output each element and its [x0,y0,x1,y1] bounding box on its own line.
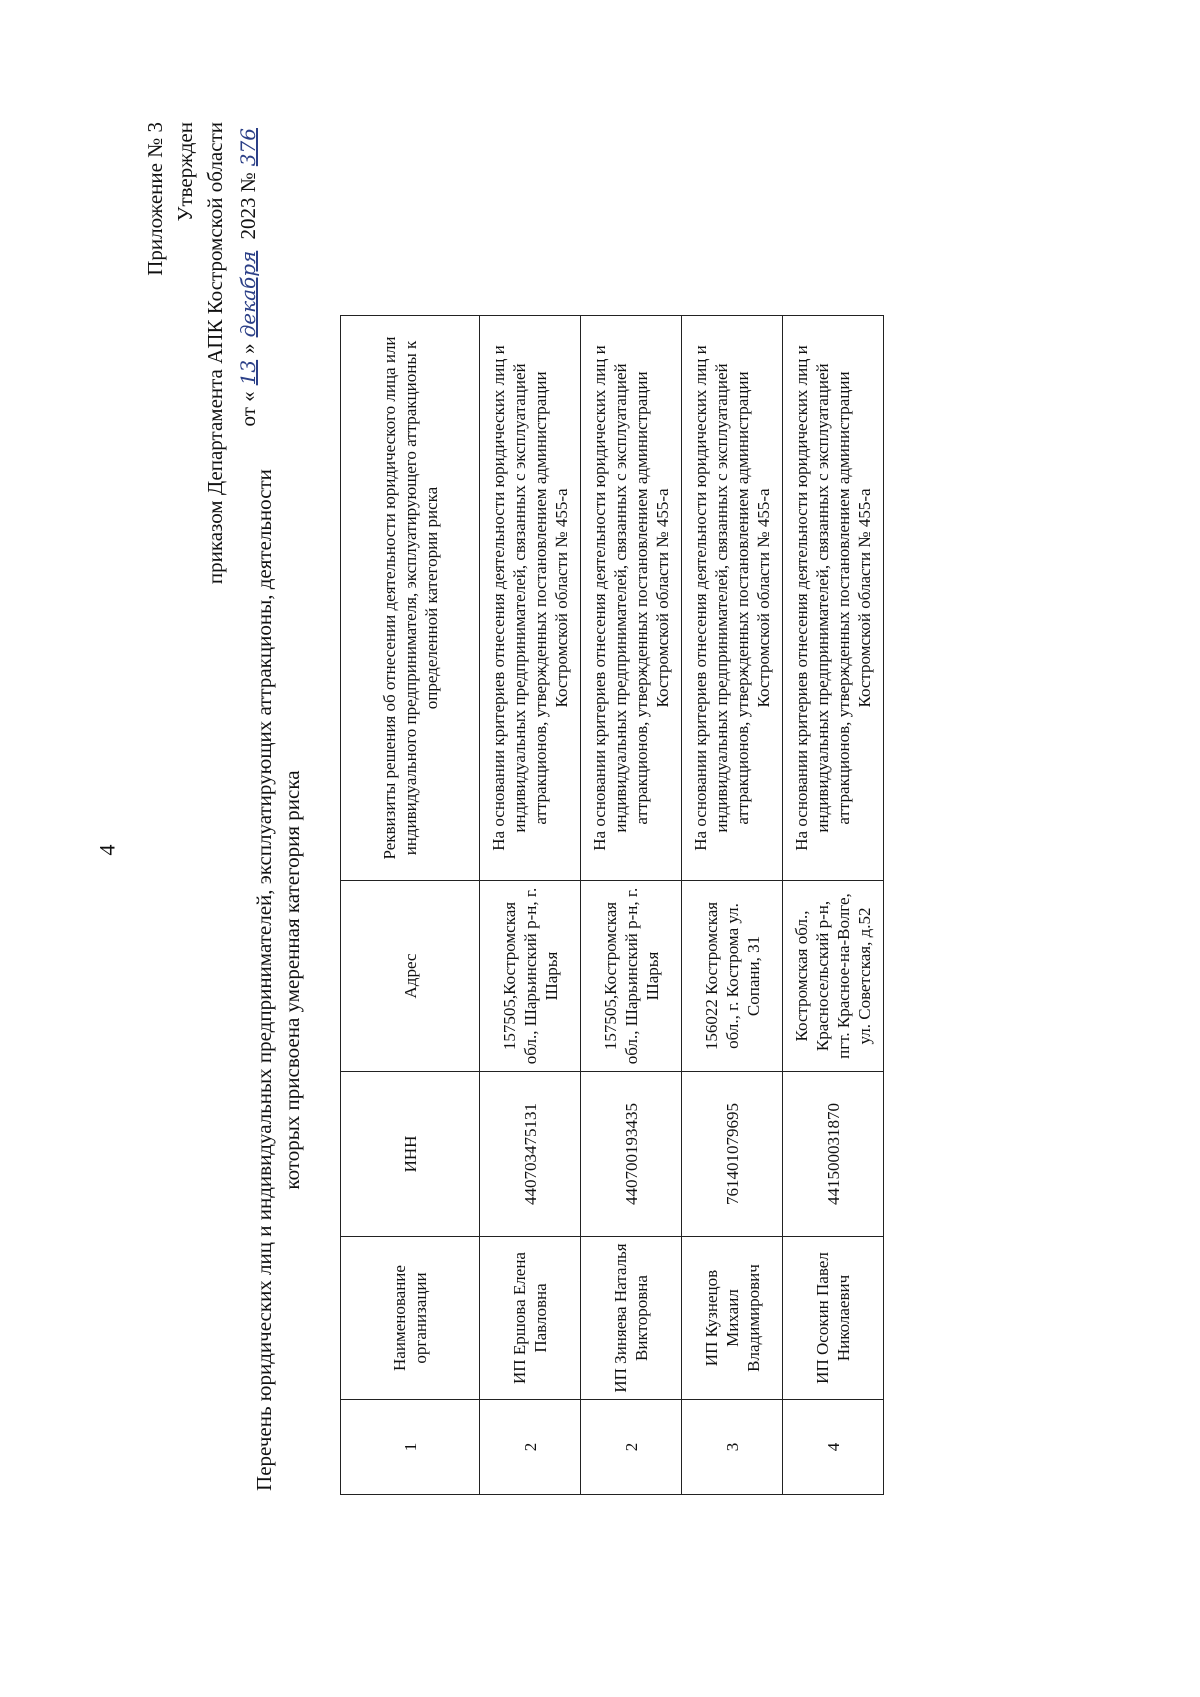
approved-label: Утвержден [173,122,197,222]
cell-num: 2 [480,1400,581,1495]
cell-name: ИП Осокин Павел Николаевич [783,1237,884,1400]
title-line: Перечень юридических лиц и индивидуальных предпринимателей, эксплуатирующих аттракционы, деятельности [252,469,276,1491]
date-mid: » [236,343,260,354]
table-row [480,316,581,1495]
cell-num: 3 [682,1400,783,1495]
organizations-table [340,315,884,1495]
header-inn: ИНН [341,1072,480,1237]
header-requisites: Реквизиты решения об отнесении деятельности юридического лица или индивидуального предпринимателя, эксплуатирующего аттракционы к определенной категории риска [341,316,480,881]
table-row [783,316,884,1495]
cell-address: Костромская обл., Красносельский р-н, пгт. Красное-на-Волге, ул. Советская, д.52 [783,881,884,1072]
header-name: Наименование организации [341,1237,480,1400]
cell-requisites: На основании критериев отнесения деятельности юридических лиц и индивидуальных предпринимателей, связанных с эксплуатацией аттракционов, утвержденных постановлением администрации Костромской области № 455-а [682,316,783,881]
cell-requisites: На основании критериев отнесения деятельности юридических лиц и индивидуальных предпринимателей, связанных с эксплуатацией аттракционов, утвержденных постановлением администрации Костромской области № 455-а [480,316,581,881]
cell-inn: 440700193435 [581,1072,682,1237]
order-label: приказом Департамента АПК Костромской области [203,122,227,585]
cell-address: 157505,Костромская обл., Шарьинский р-н, г. Шарья [480,881,581,1072]
handwritten-doc-number: 376 [236,128,260,167]
header-address: Адрес [341,881,480,1072]
cell-address: 156022 Костромская обл., г. Кострома ул. Сопани, 31 [682,881,783,1072]
cell-name: ИП Кузнецов Михаил Владимирович [682,1237,783,1400]
cell-requisites: На основании критериев отнесения деятельности юридических лиц и индивидуальных предпринимателей, связанных с эксплуатацией аттракционов, утвержденных постановлением администрации Костромской области № 455-а [783,316,884,881]
document-title [250,390,306,1570]
cell-inn: 440703475131 [480,1072,581,1237]
cell-inn: 761401079695 [682,1072,783,1237]
cell-inn: 441500031870 [783,1072,884,1237]
cell-name: ИП Ершова Елена Павловна [480,1237,581,1400]
cell-requisites: На основании критериев отнесения деятельности юридических лиц и индивидуальных предпринимателей, связанных с эксплуатацией аттракционов, утвержденных постановлением администрации Костромской области № 455-а [581,316,682,881]
header-num: 1 [341,1400,480,1495]
date-year: 2023 № [236,172,260,240]
table-row [682,316,783,1495]
title-line: которых присвоена умеренная категория риска [280,770,304,1190]
cell-address: 157505,Костромская обл., Шарьинский р-н, г. Шарья [581,881,682,1072]
appendix-label: Приложение № 3 [143,122,167,276]
table-row [581,316,682,1495]
cell-num: 2 [581,1400,682,1495]
date-prefix: от « [236,391,260,427]
page-number: 4 [94,844,120,856]
table-header-row [341,316,480,1495]
cell-name: ИП Зиняева Наталья Викторовна [581,1237,682,1400]
handwritten-month: декабря [236,250,260,338]
order-date-line [235,122,261,426]
handwritten-day: 13 [236,359,260,386]
cell-num: 4 [783,1400,884,1495]
rotated-page [140,0,1190,1600]
